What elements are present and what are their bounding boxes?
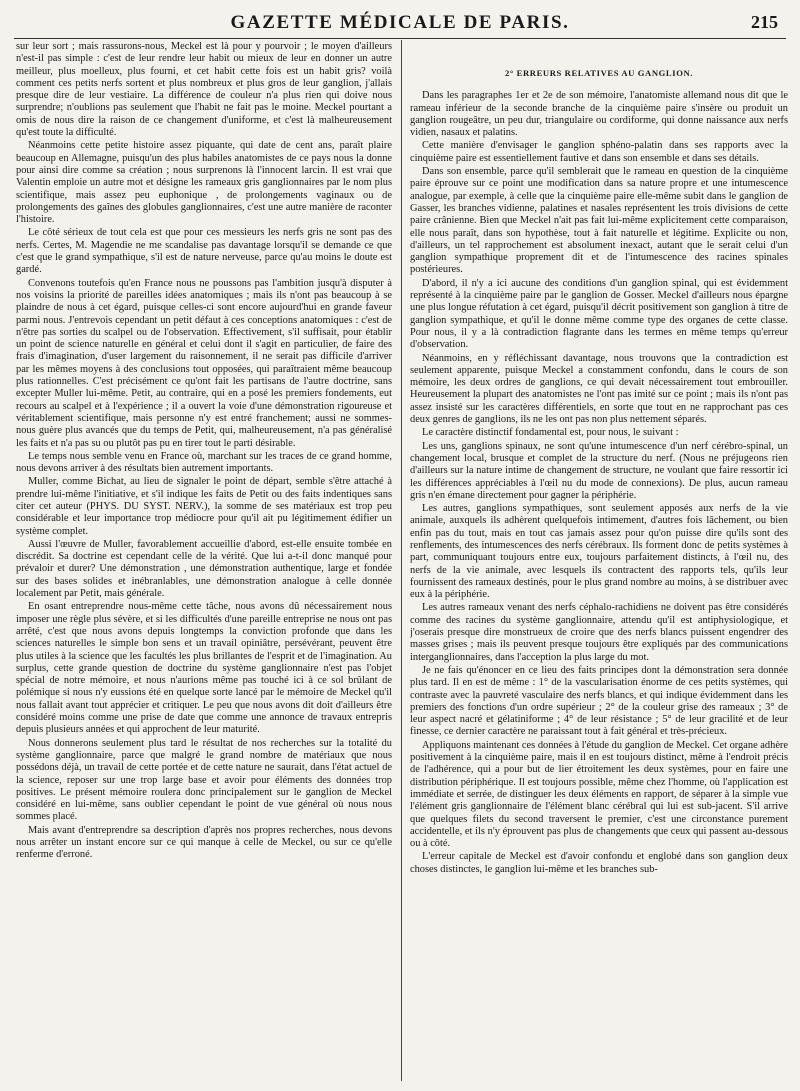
paragraph: sur leur sort ; mais rassurons-nous, Meckel est là pour y pourvoir ; le moyen d'ailleurs n'est-il pas simple : c'est de leur rendre leur habit ou mieux de leur en donner un autre meilleur, plus moelleux, plus fourni, et cet habit cette fois est un habit gris? voilà comment ces petits nerfs sortent et plus nombreux et plus gros de leur ganglion, j'allais presque dire de leur vestiaire. La différence de couleur n'a plus rien qui doive nous surprendre; n'oublions pas seulement que l'habit ne fait pas le moine. Meckel pourtant a omis de nous dire la raison de ce changement d'uniforme, et c'est là malheureusement qu'est toute la difficulté. [16, 41, 392, 139]
paragraph: Convenons toutefois qu'en France nous ne poussons pas l'ambition jusqu'à disputer à nos voisins la priorité de pareilles idées anatomiques ; mais ils n'ont pas beaucoup à se plaindre de nous à cet égard, puisque celles-ci sont encore aujourd'hui en grande faveur parmi nous. J'entrevois cependant un petit défaut à ces conceptions anatomiques : c'est de n'être pas sorties du scalpel ou de l'observation. Effectivement, s'il suffisait, pour établir un point de science naturelle en général et celui dont il s'agit en particulier, de faire des frais d'imagination, d'user largement du raisonnement, il ne serait pas difficile d'arriver par les mêmes moyens à des conclusions tout opposées, qui paraîtraient même beaucoup plus rationnelles. C'est précisément ce qu'ont fait les partisans de l'autre doctrine, sans excepter Muller lui-même. Petit, au contraire, qui en a posé les premiers fondements, eut recours au scalpel et à l'expérience ; il a ouvert la voie d'une démonstration rigoureuse et véritablement scientifique, mais personne n'y est entré franchement; aussi ne sommes-nous guère plus avancés que du temps de Petit, qui, malheureusement, n'a pas généralisé les faits et n'a pas su ou plutôt pas pu en tirer tout le parti désirable. [16, 277, 392, 449]
paragraph: Je ne fais qu'énoncer en ce lieu des faits principes dont la démonstration sera donnée plus tard. Il en est de même : 1° de la vascularisation énorme de ces petits systèmes, qui contraste avec la pauvreté vasculaire des nerfs blancs, et qui indique évidemment dans les premiers des fonctions d'un ordre supérieur ; 2° de la couleur grise des rameaux ; 3° de leur aspect nacré et gélatiniforme ; 4° de leur résistance ; 5° de leur gracilité et de leur finesse, ce dernier caractère ne paraissant tout à fait général et très-précieux. [410, 664, 788, 738]
section-heading: 2° ERREURS RELATIVES AU GANGLION. [504, 68, 694, 78]
paragraph: Cette manière d'envisager le ganglion sphéno-palatin dans ses rapports avec la cinquième paire est essentiellement fautive et dans son ensemble et dans ses détails. [410, 140, 788, 164]
right-column [410, 41, 788, 1086]
paragraph: Les autres rameaux venant des nerfs céphalo-rachidiens ne doivent pas être considérés comme des racines du système ganglionnaire, attendu qu'il est antiphysiologique, et j'oserais presque dire monstrueux de croire que des nerfs blancs puissent engendrer des masses grises ; mais ils peuvent presque toujours être expliqués par des communications interganglionnaires, dans l'acception la plus large du mot. [410, 602, 788, 663]
paragraph: Néanmoins, en y réfléchissant davantage, nous trouvons que la contradiction est seulement apparente, puisque Meckel a constamment confondu, dans le cours de son mémoire, les deux ordres de ganglions, ce qui devait nécessairement tout embrouiller. Heureusement la plupart des anatomistes ne l'ont pas imité sur ce point ; mais ils n'ont pas assez insisté sur les caractères différentiels, en sorte que tout en ne rapprochant pas ces deux genres de ganglions, ils ne les ont pas non plus nettement séparés. [410, 352, 788, 426]
paragraph: En osant entreprendre nous-même cette tâche, nous avons dû nécessairement nous imposer une règle plus sévère, et si les difficultés d'une pareille entreprise ne nous ont pas arrêté, c'est que nous avons depuis longtemps la conviction profonde que dans les sciences naturelles le simple bon sens et un travail opiniâtre, persévérant, peuvent être plus utiles à la science que les facultés les plus brillantes de l'esprit et de l'imagination. Au surplus, cette grande question de doctrine du système ganglionnaire n'est pas l'objet spécial de notre mémoire, et nous n'aurions même pas touché ici à ce sol brûlant de polémique si nous n'y eussions été en quelque sorte lancé par le mémoire de Meckel qu'il nous fallait avant tout apprécier et critiquer. Le peu que nous avons dit doit d'ailleurs être considéré moins comme une prise de date que comme une annonce de travaux entrepris depuis plusieurs années et qui approchent de leur maturité. [16, 601, 392, 736]
column-divider [401, 40, 402, 1081]
header-rule [14, 38, 786, 39]
paragraph: D'abord, il n'y a ici aucune des conditions d'un ganglion spinal, qui est évidemment représenté à la cinquième paire par le ganglion de Gosser. Meckel d'ailleurs nous épargne une plus longue réfutation à cet égard, puisqu'il décrit positivement son ganglion à titre de ganglion sympathique, et qu'il le donne même comme type des organes de cette classe. Pour nous, il y a là contradiction flagrante dans les termes en même temps qu'erreur d'observation. [410, 277, 788, 351]
paragraph: Mais avant d'entreprendre sa description d'après nos propres recherches, nous devons nous arrêter un instant encore sur ce qui manque à celle de Meckel, ou sur ce qu'elle renferme d'erroné. [16, 824, 392, 861]
paragraph: Les autres, ganglions sympathiques, sont seulement apposés aux nerfs de la vie animale, auxquels ils adhèrent quelquefois intimement, d'autres fois lâchement, ou bien enfin pas du tout, mais en tout cas jamais assez pour qu'on puisse dire qu'ils sont des renflements, des intumescences des nerfs cérébraux. Ils forment donc de petits systèmes à part, communiquant toujours entre eux, toujours parfaitement distincts, à l'œil nu, des nerfs de la vie animale, avec lesquels ils contractent des rapports tels, qu'ils leur fournissent des rameaux destinés, pour le plus grand nombre au moins, à se distribuer avec eux à la périphérie. [410, 503, 788, 601]
paragraph: Dans les paragraphes 1er et 2e de son mémoire, l'anatomiste allemand nous dit que le rameau inférieur de la seconde branche de la cinquième paire s'insère ou produit un ganglion rougeâtre, un peu dur, triangulaire ou cordiforme, qui donne naissance aux nerfs vidien, nasaux et palatins. [410, 90, 788, 139]
page-header [0, 0, 800, 40]
paragraph: Nous donnerons seulement plus tard le résultat de nos recherches sur la totalité du système ganglionnaire, parce que malgré le grand nombre de matériaux que nous possédons déjà, un travail de cette portée et de cette nature ne saurait, dans l'état actuel de la science, reposer sur une trop large base et avoir pour éléments des données trop positives. Le présent mémoire roulera donc principalement sur le ganglion de Meckel considéré en lui-même, sans oublier cependant le point de vue général où nous nous sommes placé. [16, 737, 392, 823]
paragraph: Dans son ensemble, parce qu'il semblerait que le rameau en question de la cinquième paire éprouve sur ce point une modification dans sa nature propre et une intumescence analogue, par exemple, à celle que la cinquième paire elle-même subit dans le ganglion de Gasser, les branches vidienne, palatines et nasales représentent les trois divisions de cette paire crânienne. Bien que Meckel n'ait pas fait lui-même explicitement cette comparaison, elle nous paraît, dans son hypothèse, tout à fait naturelle et légitime. Explicite ou non, d'ailleurs, un tel rapprochement est absolument inexact, autant que le serait celui d'un ganglion sympathique proprement dit et de l'intumescence des racines spinales postérieures. [410, 166, 788, 276]
paragraph: Néanmoins cette petite histoire assez piquante, qui date de cent ans, paraît plaire beaucoup en Allemagne, puisqu'un des plus habiles anatomistes de ce pays nous la donne pour ainsi dire comme sa création ; nous surprenons là l'innocent larcin. Il est vrai que Valentin emploie un autre mot et désigne les rameaux gris ganglionnaires par le nom plus scientifique, mais assez peu euphonique , de prolongements vaginaux ou de prolongements des gaînes des globules ganglionnaires, c'est une autre manière de raconter l'histoire. [16, 140, 392, 226]
page-number: 215 [751, 12, 778, 32]
paragraph: Le temps nous semble venu en France où, marchant sur les traces de ce grand homme, nous devons arriver à des résultats bien autrement importants. [16, 450, 392, 475]
journal-title: GAZETTE MÉDICALE DE PARIS. [230, 12, 570, 33]
paragraph: Muller, comme Bichat, au lieu de signaler le point de départ, semble s'être attaché à prendre lui-même l'initiative, et s'il indique les faits de Petit ou des faits indentiques sans citer cet auteur (PHYS. DU SYST. NERV.), la somme de ses matériaux est trop peu considérable et leur importance trop médiocre pour qu'il ait pu légitimement édifier un système complet. [16, 476, 392, 537]
paragraph: Le caractère distinctif fondamental est, pour nous, le suivant : [422, 427, 679, 439]
left-column [16, 41, 392, 1086]
paragraph: Les uns, ganglions spinaux, ne sont qu'une intumescence d'un nerf cérébro-spinal, un changement local, brusque et complet de la structure du nerf. (Nous ne préjugeons rien d'ailleurs sur la nature intime de changement de structure, ne voulant que faire ressortir ici les différences appréciables à l'œil nu du mode de connexions). De plus, aucun rameau gris n'en émane directement pour gagner la périphérie. [410, 440, 788, 501]
paragraph: Le côté sérieux de tout cela est que pour ces messieurs les nerfs gris ne sont pas des nerfs. Certes, M. Magendie ne me scandalise pas davantage lorsqu'il se demande ce que c'est que le grand sympathique, s'il est de nature nerveuse, parce qu'au moins le doute est gardé. [16, 227, 392, 276]
paragraph: Aussi l'œuvre de Muller, favorablement accueillie d'abord, est-elle ensuite tombée en discrédit. Sa doctrine est cependant celle de la vérité. Que lui a-t-il donc manqué pour prévaloir et durer? Une démonstration , une démonstration authentique, large et fondée sur des bases solides et inébranlables, une démonstration analogue à celle donnée localement par Petit, mais générale. [16, 538, 392, 600]
paragraph: L'erreur capitale de Meckel est d'avoir confondu et englobé dans son ganglion deux choses distinctes, le ganglion lui-même et les branches sub- [410, 851, 788, 875]
paragraph: Appliquons maintenant ces données à l'étude du ganglion de Meckel. Cet organe adhère positivement à la cinquième paire, mais il en est toujours distinct, même à l'endroit précis de l'adhérence, qui a pour but de lier étroitement les deux systèmes, pour en faire une distribution périphérique. Il est toujours possible, même chez l'homme, où l'application est immédiate et serrée, de distinguer les deux éléments en rapport, de séparer à la simple vue l'élément gris ganglionnaire de l'élément blanc cérébral qui lui est sub-jacent. S'il arrive que quelques filets du second traversent le premier, c'est une circonstance purement accidentelle, et ils n'y éprouvent pas plus de changements que ceux qui passent au-dessous ou à côté. [410, 739, 788, 850]
